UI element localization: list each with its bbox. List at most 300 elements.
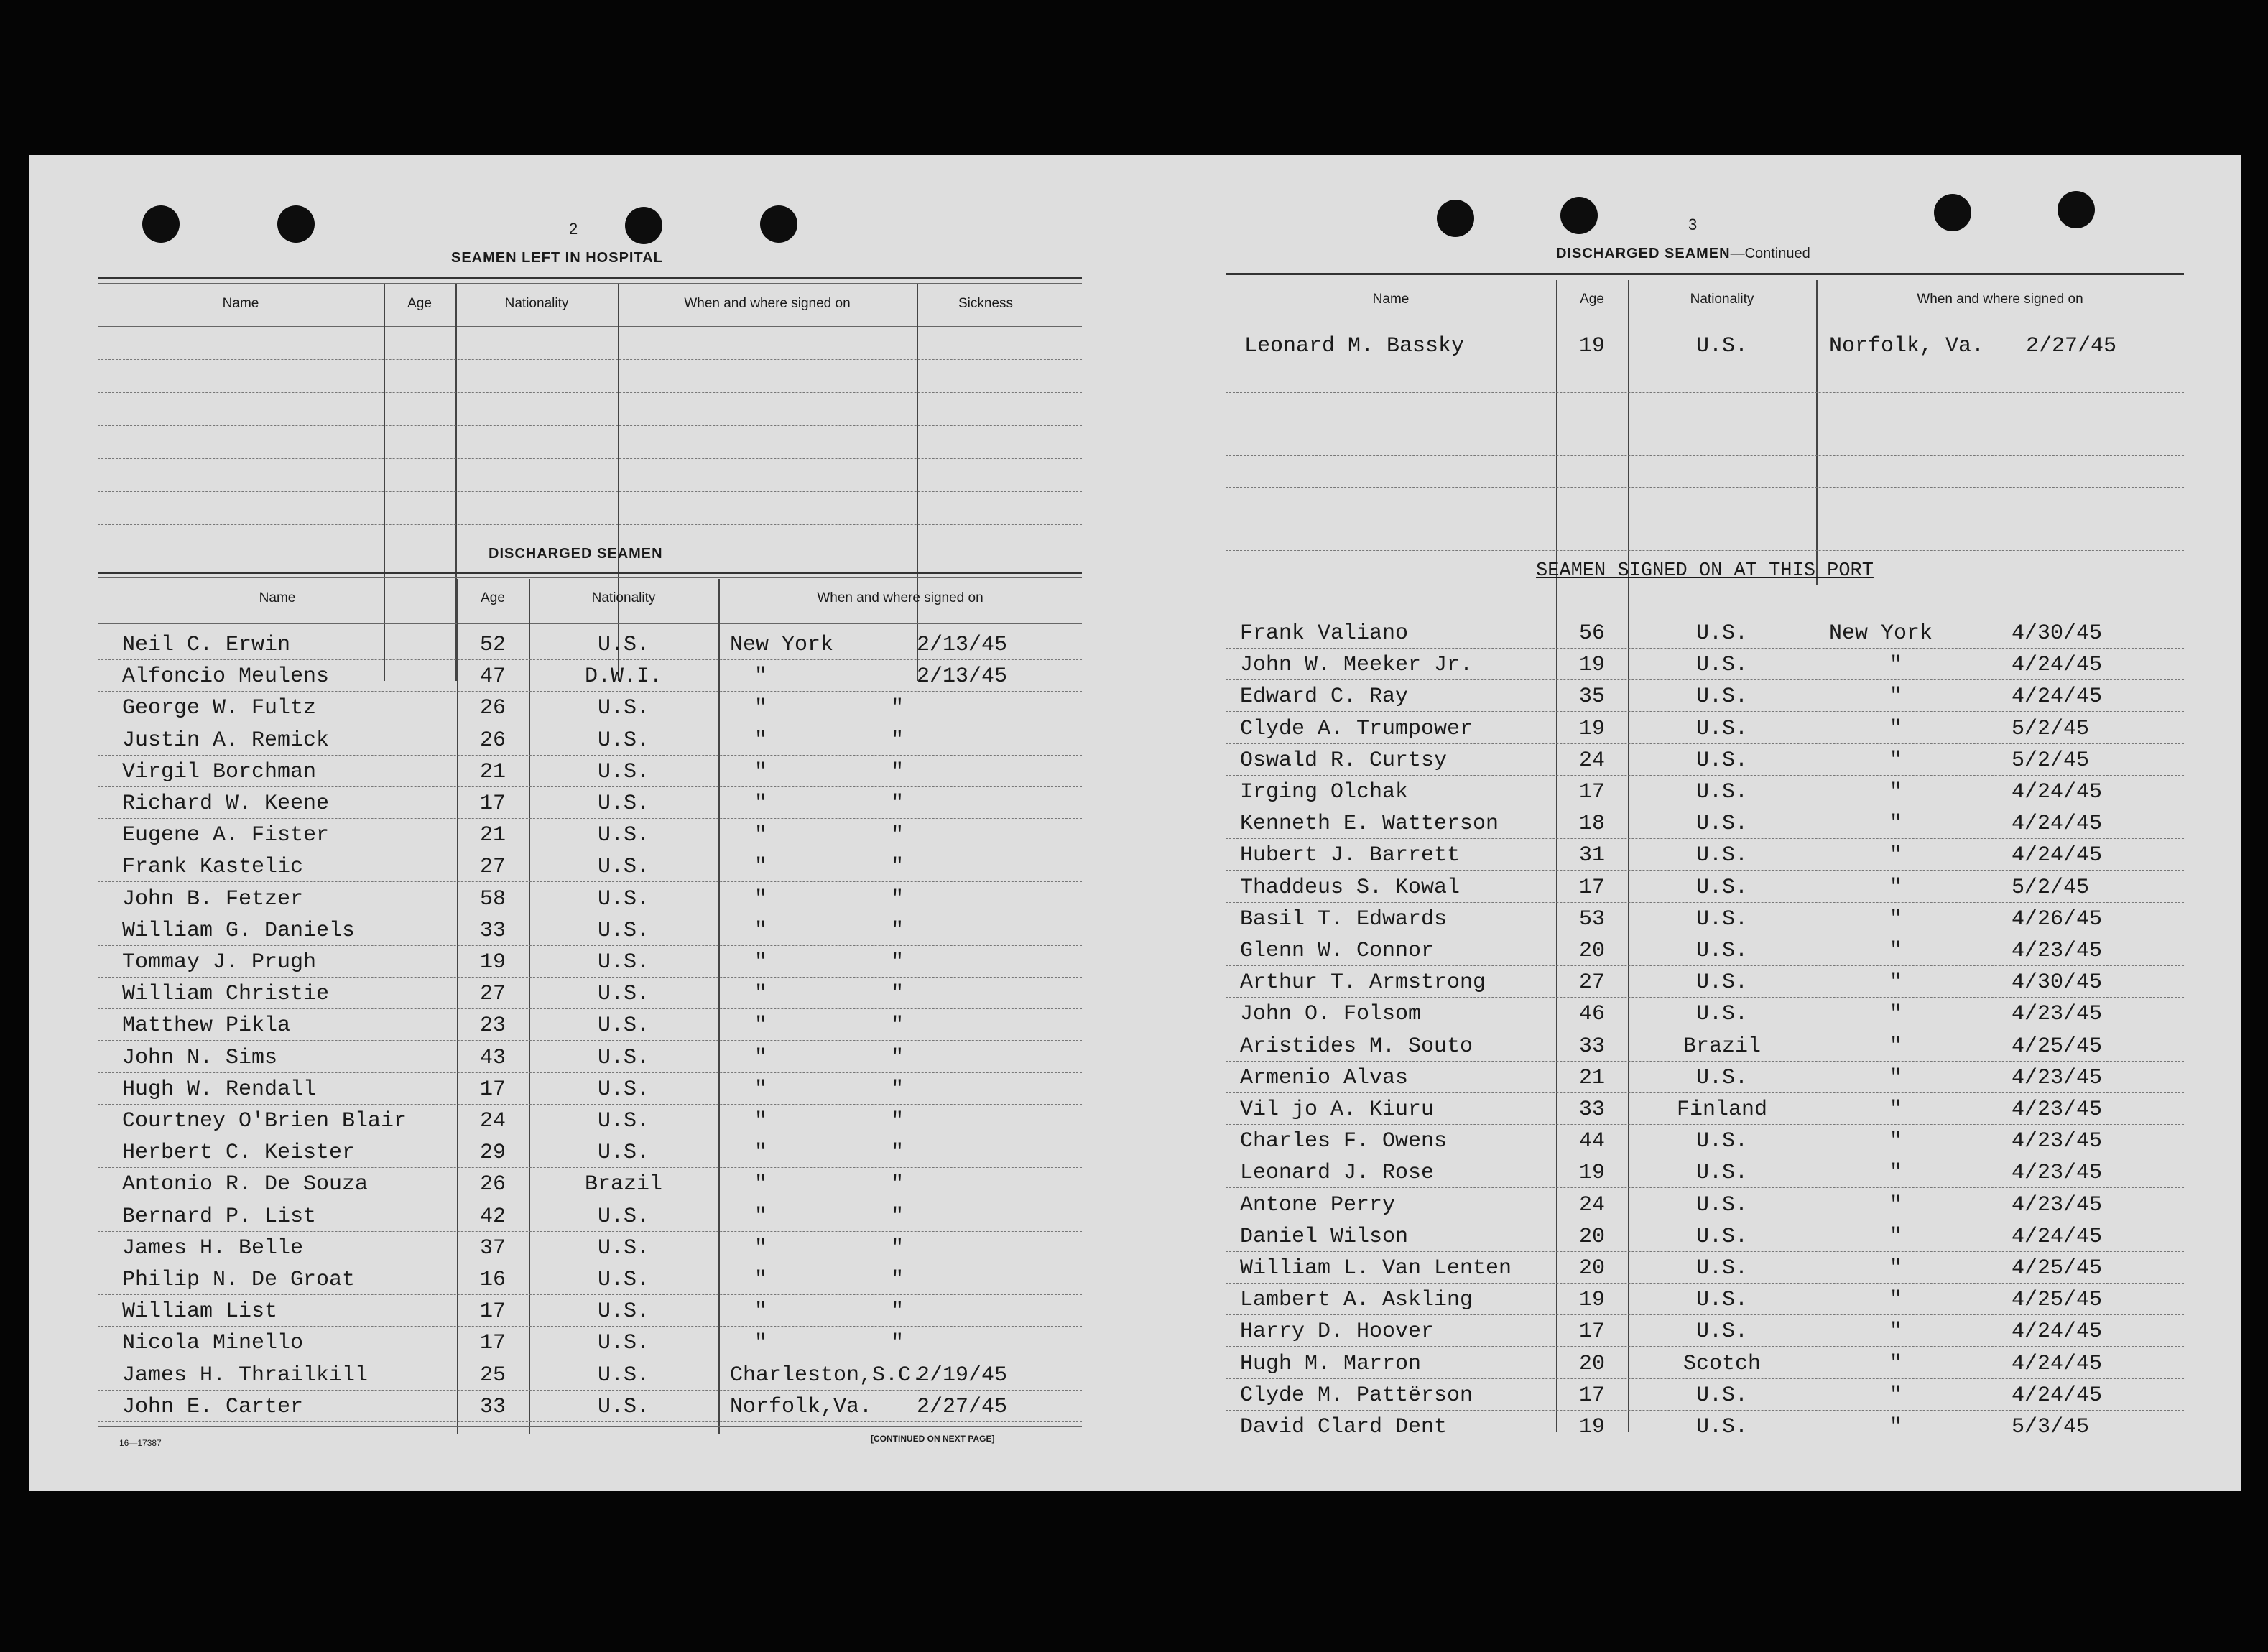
signed-on-place: New York [1829, 621, 1933, 646]
seaman-name: Hubert J. Barrett [1240, 843, 1461, 868]
column-header-age: Age [1580, 292, 1604, 307]
seaman-nationality: U.S. [597, 760, 649, 784]
signed-on-place: " [1889, 1098, 1903, 1122]
signed-on-date: " [891, 696, 904, 720]
seaman-name: Edward C. Ray [1240, 685, 1409, 709]
seaman-name: Basil T. Edwards [1240, 907, 1448, 932]
seaman-name: Frank Valiano [1240, 621, 1409, 646]
row-line [98, 1421, 1082, 1422]
signed-on-place: Norfolk, Va. [1829, 334, 1985, 358]
seaman-age: 26 [479, 728, 506, 753]
seaman-age: 19 [479, 950, 506, 975]
signed-on-date: 4/30/45 [2012, 621, 2103, 646]
seaman-nationality: U.S. [1695, 1288, 1748, 1312]
column-divider [384, 284, 385, 681]
row-line [98, 359, 1082, 360]
seaman-nationality: U.S. [597, 1268, 649, 1292]
seaman-nationality: U.S. [1695, 717, 1748, 741]
row-line [98, 659, 1082, 660]
seaman-name: Neil C. Erwin [122, 633, 291, 657]
signed-on-place: " [1889, 780, 1903, 804]
signed-on-date: " [891, 1268, 904, 1292]
row-line [98, 1294, 1082, 1295]
seaman-name: Aristides M. Souto [1240, 1034, 1473, 1059]
seaman-age: 17 [479, 1299, 506, 1324]
signed-on-date: 4/25/45 [2012, 1288, 2103, 1312]
signed-on-place: " [1889, 876, 1903, 900]
row-line [1226, 455, 2184, 456]
signed-on-date: 4/24/45 [2012, 653, 2103, 677]
column-divider [1816, 280, 1818, 585]
row-line [1226, 997, 2184, 998]
seaman-nationality: U.S. [1695, 621, 1748, 646]
seaman-age: 19 [1578, 717, 1605, 741]
seaman-name: Harry D. Hoover [1240, 1319, 1435, 1344]
seaman-name: John N. Sims [122, 1046, 278, 1070]
column-header-name: Name [222, 296, 259, 311]
seaman-nationality: U.S. [1695, 907, 1748, 932]
seaman-age: 26 [479, 696, 506, 720]
signed-on-place: " [754, 887, 768, 911]
seaman-age: 35 [1578, 685, 1605, 709]
signed-on-date: 4/24/45 [2012, 1319, 2103, 1344]
row-line [98, 1040, 1082, 1041]
seaman-nationality: U.S. [597, 1077, 649, 1102]
row-line [98, 1231, 1082, 1232]
seaman-name: Eugene A. Fister [122, 823, 330, 848]
seaman-age: 19 [1578, 1288, 1605, 1312]
signed-on-date: " [891, 1046, 904, 1070]
seaman-nationality: U.S. [597, 1109, 649, 1133]
seaman-nationality: U.S. [597, 1331, 649, 1355]
row-line [1226, 1061, 2184, 1062]
seaman-nationality: U.S. [597, 919, 649, 943]
signed-on-date: " [891, 792, 904, 816]
seaman-nationality: U.S. [597, 728, 649, 753]
seaman-name: Lambert A. Askling [1240, 1288, 1473, 1312]
seaman-age: 58 [479, 887, 506, 911]
seaman-nationality: D.W.I. [584, 664, 663, 689]
signed-on-date: 2/13/45 [917, 664, 1008, 689]
rule [98, 623, 1082, 624]
seaman-nationality: U.S. [1695, 876, 1748, 900]
seaman-name: Virgil Borchman [122, 760, 317, 784]
row-line [98, 1104, 1082, 1105]
signed-on-date: " [891, 728, 904, 753]
seaman-age: 19 [1578, 1415, 1605, 1439]
seaman-name: Nicola Minello [122, 1331, 304, 1355]
right-page [1135, 155, 2241, 1491]
row-line [1226, 902, 2184, 903]
seaman-nationality: Scotch [1683, 1352, 1762, 1376]
signed-on-place: " [1889, 1383, 1903, 1408]
signed-on-place: " [754, 1205, 768, 1229]
column-header-nationality: Nationality [504, 296, 569, 311]
section-title-suffix: —Continued [1730, 246, 1810, 261]
row-line [98, 1326, 1082, 1327]
punch-hole [1437, 200, 1474, 237]
signed-on-place: " [754, 696, 768, 720]
seaman-name: Clyde A. Trumpower [1240, 717, 1473, 741]
seaman-nationality: U.S. [1695, 1319, 1748, 1344]
seaman-age: 20 [1578, 1352, 1605, 1376]
seaman-name: William G. Daniels [122, 919, 356, 943]
seaman-name: Hugh M. Marron [1240, 1352, 1422, 1376]
seaman-age: 27 [1578, 970, 1605, 995]
seaman-age: 24 [1578, 1193, 1605, 1217]
row-line [1226, 648, 2184, 649]
seaman-name: George W. Fultz [122, 696, 317, 720]
row-line [1226, 1283, 2184, 1284]
seaman-name: Courtney O'Brien Blair [122, 1109, 407, 1133]
rule [98, 277, 1082, 279]
signed-on-place: " [1889, 1161, 1903, 1185]
signed-on-section-title: SEAMEN SIGNED ON AT THIS PORT [1536, 560, 1874, 582]
signed-on-place: " [1889, 1034, 1903, 1059]
row-line [1226, 392, 2184, 393]
seaman-nationality: U.S. [1695, 1225, 1748, 1249]
seaman-age: 31 [1578, 843, 1605, 868]
seaman-age: 17 [1578, 1383, 1605, 1408]
seaman-age: 17 [1578, 1319, 1605, 1344]
column-header-signed-on: When and where signed on [684, 296, 851, 311]
seaman-nationality: U.S. [1695, 812, 1748, 836]
seaman-age: 23 [479, 1013, 506, 1038]
form-number: 16—17387 [119, 1438, 162, 1448]
signed-on-date: 5/2/45 [2012, 876, 2090, 900]
document-paper [29, 155, 2241, 1491]
signed-on-place: " [1889, 939, 1903, 963]
seaman-age: 56 [1578, 621, 1605, 646]
signed-on-date: 4/23/45 [2012, 1129, 2103, 1154]
signed-on-place: " [1889, 843, 1903, 868]
row-line [1226, 1346, 2184, 1347]
seaman-age: 52 [479, 633, 506, 657]
signed-on-place: " [1889, 1225, 1903, 1249]
seaman-age: 42 [479, 1205, 506, 1229]
rule [98, 577, 1082, 578]
seaman-age: 21 [479, 823, 506, 848]
signed-on-date: " [891, 950, 904, 975]
seaman-nationality: U.S. [1695, 748, 1748, 773]
seaman-age: 46 [1578, 1002, 1605, 1026]
seaman-age: 17 [1578, 780, 1605, 804]
seaman-age: 19 [1578, 334, 1605, 358]
seaman-nationality: U.S. [597, 887, 649, 911]
signed-on-place: " [754, 728, 768, 753]
seaman-nationality: U.S. [1695, 1193, 1748, 1217]
column-header-nationality: Nationality [1690, 292, 1754, 307]
signed-on-place: " [754, 1236, 768, 1261]
signed-on-place: " [754, 823, 768, 848]
seaman-name: Justin A. Remick [122, 728, 330, 753]
seaman-name: Herbert C. Keister [122, 1141, 356, 1165]
row-line [1226, 965, 2184, 966]
seaman-age: 16 [479, 1268, 506, 1292]
row-line [1226, 743, 2184, 744]
signed-on-date: 2/19/45 [917, 1363, 1008, 1388]
rule [98, 572, 1082, 574]
signed-on-place: " [1889, 970, 1903, 995]
page-number: 2 [569, 220, 578, 238]
seaman-name: Leonard J. Rose [1240, 1161, 1435, 1185]
row-line [1226, 711, 2184, 712]
seaman-age: 19 [1578, 653, 1605, 677]
row-line [1226, 550, 2184, 551]
seaman-age: 43 [479, 1046, 506, 1070]
signed-on-place: " [754, 1013, 768, 1038]
row-line [1226, 1251, 2184, 1252]
seaman-name: Bernard P. List [122, 1205, 317, 1229]
row-line [98, 881, 1082, 882]
seaman-nationality: U.S. [1695, 1002, 1748, 1026]
signed-on-date: 4/24/45 [2012, 1383, 2103, 1408]
seaman-nationality: U.S. [1695, 334, 1748, 358]
seaman-name: Vil jo A. Kiuru [1240, 1098, 1435, 1122]
seaman-nationality: U.S. [597, 1299, 649, 1324]
signed-on-place: " [754, 982, 768, 1006]
seaman-age: 24 [479, 1109, 506, 1133]
seaman-nationality: U.S. [1695, 685, 1748, 709]
seaman-age: 29 [479, 1141, 506, 1165]
signed-on-date: 4/23/45 [2012, 1161, 2103, 1185]
column-header-name: Name [1372, 292, 1410, 307]
seaman-name: Glenn W. Connor [1240, 939, 1435, 963]
signed-on-place: Norfolk,Va. [730, 1395, 873, 1419]
seaman-nationality: U.S. [1695, 939, 1748, 963]
seaman-age: 24 [1578, 748, 1605, 773]
row-line [98, 392, 1082, 393]
seaman-age: 21 [1578, 1066, 1605, 1090]
signed-on-place: " [1889, 717, 1903, 741]
signed-on-date: 4/24/45 [2012, 685, 2103, 709]
rule [98, 326, 1082, 327]
signed-on-date: 4/24/45 [2012, 812, 2103, 836]
signed-on-date: " [891, 823, 904, 848]
signed-on-place: " [1889, 812, 1903, 836]
signed-on-date: 4/25/45 [2012, 1034, 2103, 1059]
column-header-nationality: Nationality [591, 590, 656, 605]
signed-on-place: " [754, 1331, 768, 1355]
seaman-age: 20 [1578, 939, 1605, 963]
seaman-age: 33 [479, 919, 506, 943]
signed-on-place: " [754, 664, 768, 689]
left-page [29, 155, 1128, 1491]
row-line [98, 1008, 1082, 1009]
row-line [1226, 487, 2184, 488]
seaman-nationality: U.S. [1695, 653, 1748, 677]
seaman-name: Frank Kastelic [122, 855, 304, 879]
seaman-name: Philip N. De Groat [122, 1268, 356, 1292]
seaman-age: 27 [479, 855, 506, 879]
seaman-age: 33 [479, 1395, 506, 1419]
row-line [1226, 1124, 2184, 1125]
seaman-age: 19 [1578, 1161, 1605, 1185]
row-line [98, 977, 1082, 978]
signed-on-date: 5/2/45 [2012, 717, 2090, 741]
seaman-nationality: U.S. [1695, 1161, 1748, 1185]
seaman-nationality: U.S. [597, 792, 649, 816]
seaman-nationality: U.S. [1695, 1383, 1748, 1408]
seaman-nationality: U.S. [597, 1046, 649, 1070]
column-header-sickness: Sickness [958, 296, 1014, 311]
seaman-nationality: U.S. [1695, 780, 1748, 804]
seaman-nationality: Brazil [1683, 1034, 1762, 1059]
signed-on-date: 4/24/45 [2012, 1225, 2103, 1249]
row-line [1226, 775, 2184, 776]
signed-on-place: New York [730, 633, 834, 657]
signed-on-date: 4/23/45 [2012, 939, 2103, 963]
signed-on-place: " [1889, 1193, 1903, 1217]
seaman-age: 44 [1578, 1129, 1605, 1154]
row-line [98, 524, 1082, 525]
seaman-nationality: U.S. [1695, 843, 1748, 868]
row-line [98, 1072, 1082, 1073]
seaman-name: Clyde M. Pattërson [1240, 1383, 1473, 1408]
row-line [1226, 679, 2184, 680]
column-header-age: Age [407, 296, 432, 311]
signed-on-place: Charleston,S.C. [730, 1363, 925, 1388]
row-line [98, 458, 1082, 459]
column-divider [917, 284, 918, 681]
page-number: 3 [1688, 215, 1698, 233]
seaman-nationality: U.S. [597, 1395, 649, 1419]
signed-on-date: " [891, 1331, 904, 1355]
signed-on-date: " [891, 1172, 904, 1197]
signed-on-place: " [754, 1268, 768, 1292]
signed-on-date: " [891, 887, 904, 911]
seaman-age: 33 [1578, 1034, 1605, 1059]
signed-on-place: " [1889, 1288, 1903, 1312]
seaman-nationality: U.S. [597, 1363, 649, 1388]
rule [1226, 273, 2184, 275]
signed-on-date: 2/27/45 [917, 1395, 1008, 1419]
punch-hole [760, 205, 797, 243]
signed-on-date: 4/24/45 [2012, 780, 2103, 804]
punch-hole [1560, 197, 1598, 234]
row-line [1226, 1410, 2184, 1411]
seaman-name: Richard W. Keene [122, 792, 330, 816]
signed-on-date: " [891, 1236, 904, 1261]
seaman-name: William L. Van Lenten [1240, 1256, 1512, 1281]
seaman-name: Alfoncio Meulens [122, 664, 330, 689]
row-line [98, 425, 1082, 426]
seaman-name: Antonio R. De Souza [122, 1172, 369, 1197]
seaman-age: 47 [479, 664, 506, 689]
signed-on-place: " [754, 950, 768, 975]
seaman-name: William List [122, 1299, 278, 1324]
signed-on-date: 4/24/45 [2012, 1352, 2103, 1376]
signed-on-date: " [891, 760, 904, 784]
signed-on-date: 4/23/45 [2012, 1002, 2103, 1026]
row-line [1226, 1314, 2184, 1315]
seaman-nationality: U.S. [1695, 1415, 1748, 1439]
row-line [1226, 1378, 2184, 1379]
signed-on-place: " [1889, 1256, 1903, 1281]
column-header-age: Age [481, 590, 505, 605]
signed-on-date: 4/23/45 [2012, 1098, 2103, 1122]
signed-on-place: " [754, 855, 768, 879]
signed-on-date: " [891, 1141, 904, 1165]
seaman-nationality: Finland [1676, 1098, 1768, 1122]
seaman-nationality: U.S. [597, 696, 649, 720]
row-line [1226, 1187, 2184, 1188]
seaman-nationality: U.S. [597, 982, 649, 1006]
seaman-nationality: U.S. [597, 1236, 649, 1261]
seaman-name: John O. Folsom [1240, 1002, 1422, 1026]
seaman-nationality: U.S. [597, 950, 649, 975]
discharged-continued-title [1556, 246, 1810, 262]
seaman-nationality: U.S. [597, 823, 649, 848]
signed-on-date: 2/27/45 [2026, 334, 2117, 358]
column-header-name: Name [259, 590, 296, 605]
seaman-age: 33 [1578, 1098, 1605, 1122]
row-line [98, 1167, 1082, 1168]
signed-on-place: " [754, 919, 768, 943]
seaman-nationality: U.S. [597, 1141, 649, 1165]
seaman-nationality: U.S. [597, 1013, 649, 1038]
signed-on-date: " [891, 919, 904, 943]
seaman-nationality: U.S. [1695, 1256, 1748, 1281]
seaman-name: Antone Perry [1240, 1193, 1396, 1217]
row-line [98, 755, 1082, 756]
row-line [98, 691, 1082, 692]
column-divider [718, 579, 720, 1434]
seaman-age: 17 [479, 792, 506, 816]
seaman-nationality: U.S. [1695, 970, 1748, 995]
seaman-age: 27 [479, 982, 506, 1006]
signed-on-date: 4/23/45 [2012, 1066, 2103, 1090]
row-line [1226, 1092, 2184, 1093]
seaman-name: John W. Meeker Jr. [1240, 653, 1473, 677]
seaman-name: John B. Fetzer [122, 887, 304, 911]
signed-on-date: 4/26/45 [2012, 907, 2103, 932]
column-header-signed-on: When and where signed on [817, 590, 983, 605]
signed-on-date: " [891, 1299, 904, 1324]
punch-hole [2058, 191, 2095, 228]
seaman-name: Armenio Alvas [1240, 1066, 1409, 1090]
signed-on-place: " [1889, 907, 1903, 932]
signed-on-place: " [754, 1077, 768, 1102]
signed-on-place: " [1889, 653, 1903, 677]
signed-on-place: " [1889, 1352, 1903, 1376]
seaman-age: 20 [1578, 1225, 1605, 1249]
section-title-text: DISCHARGED SEAMEN [1556, 246, 1731, 261]
row-line [1226, 838, 2184, 839]
signed-on-date: " [891, 1109, 904, 1133]
signed-on-date: 4/25/45 [2012, 1256, 2103, 1281]
seaman-name: Leonard M. Bassky [1244, 334, 1465, 358]
punch-hole [277, 205, 315, 243]
signed-on-date: 2/13/45 [917, 633, 1008, 657]
seaman-age: 53 [1578, 907, 1605, 932]
seaman-name: Hugh W. Rendall [122, 1077, 317, 1102]
seaman-name: Tommay J. Prugh [122, 950, 317, 975]
row-line [98, 491, 1082, 492]
seaman-name: John E. Carter [122, 1395, 304, 1419]
signed-on-place: " [1889, 1319, 1903, 1344]
signed-on-place: " [1889, 1415, 1903, 1439]
signed-on-place: " [1889, 1129, 1903, 1154]
punch-hole [1934, 194, 1971, 231]
seaman-age: 18 [1578, 812, 1605, 836]
seaman-nationality: U.S. [597, 855, 649, 879]
seaman-nationality: U.S. [597, 633, 649, 657]
punch-hole [625, 207, 662, 244]
seaman-age: 37 [479, 1236, 506, 1261]
seaman-age: 26 [479, 1172, 506, 1197]
hospital-section-title: SEAMEN LEFT IN HOSPITAL [451, 250, 663, 266]
